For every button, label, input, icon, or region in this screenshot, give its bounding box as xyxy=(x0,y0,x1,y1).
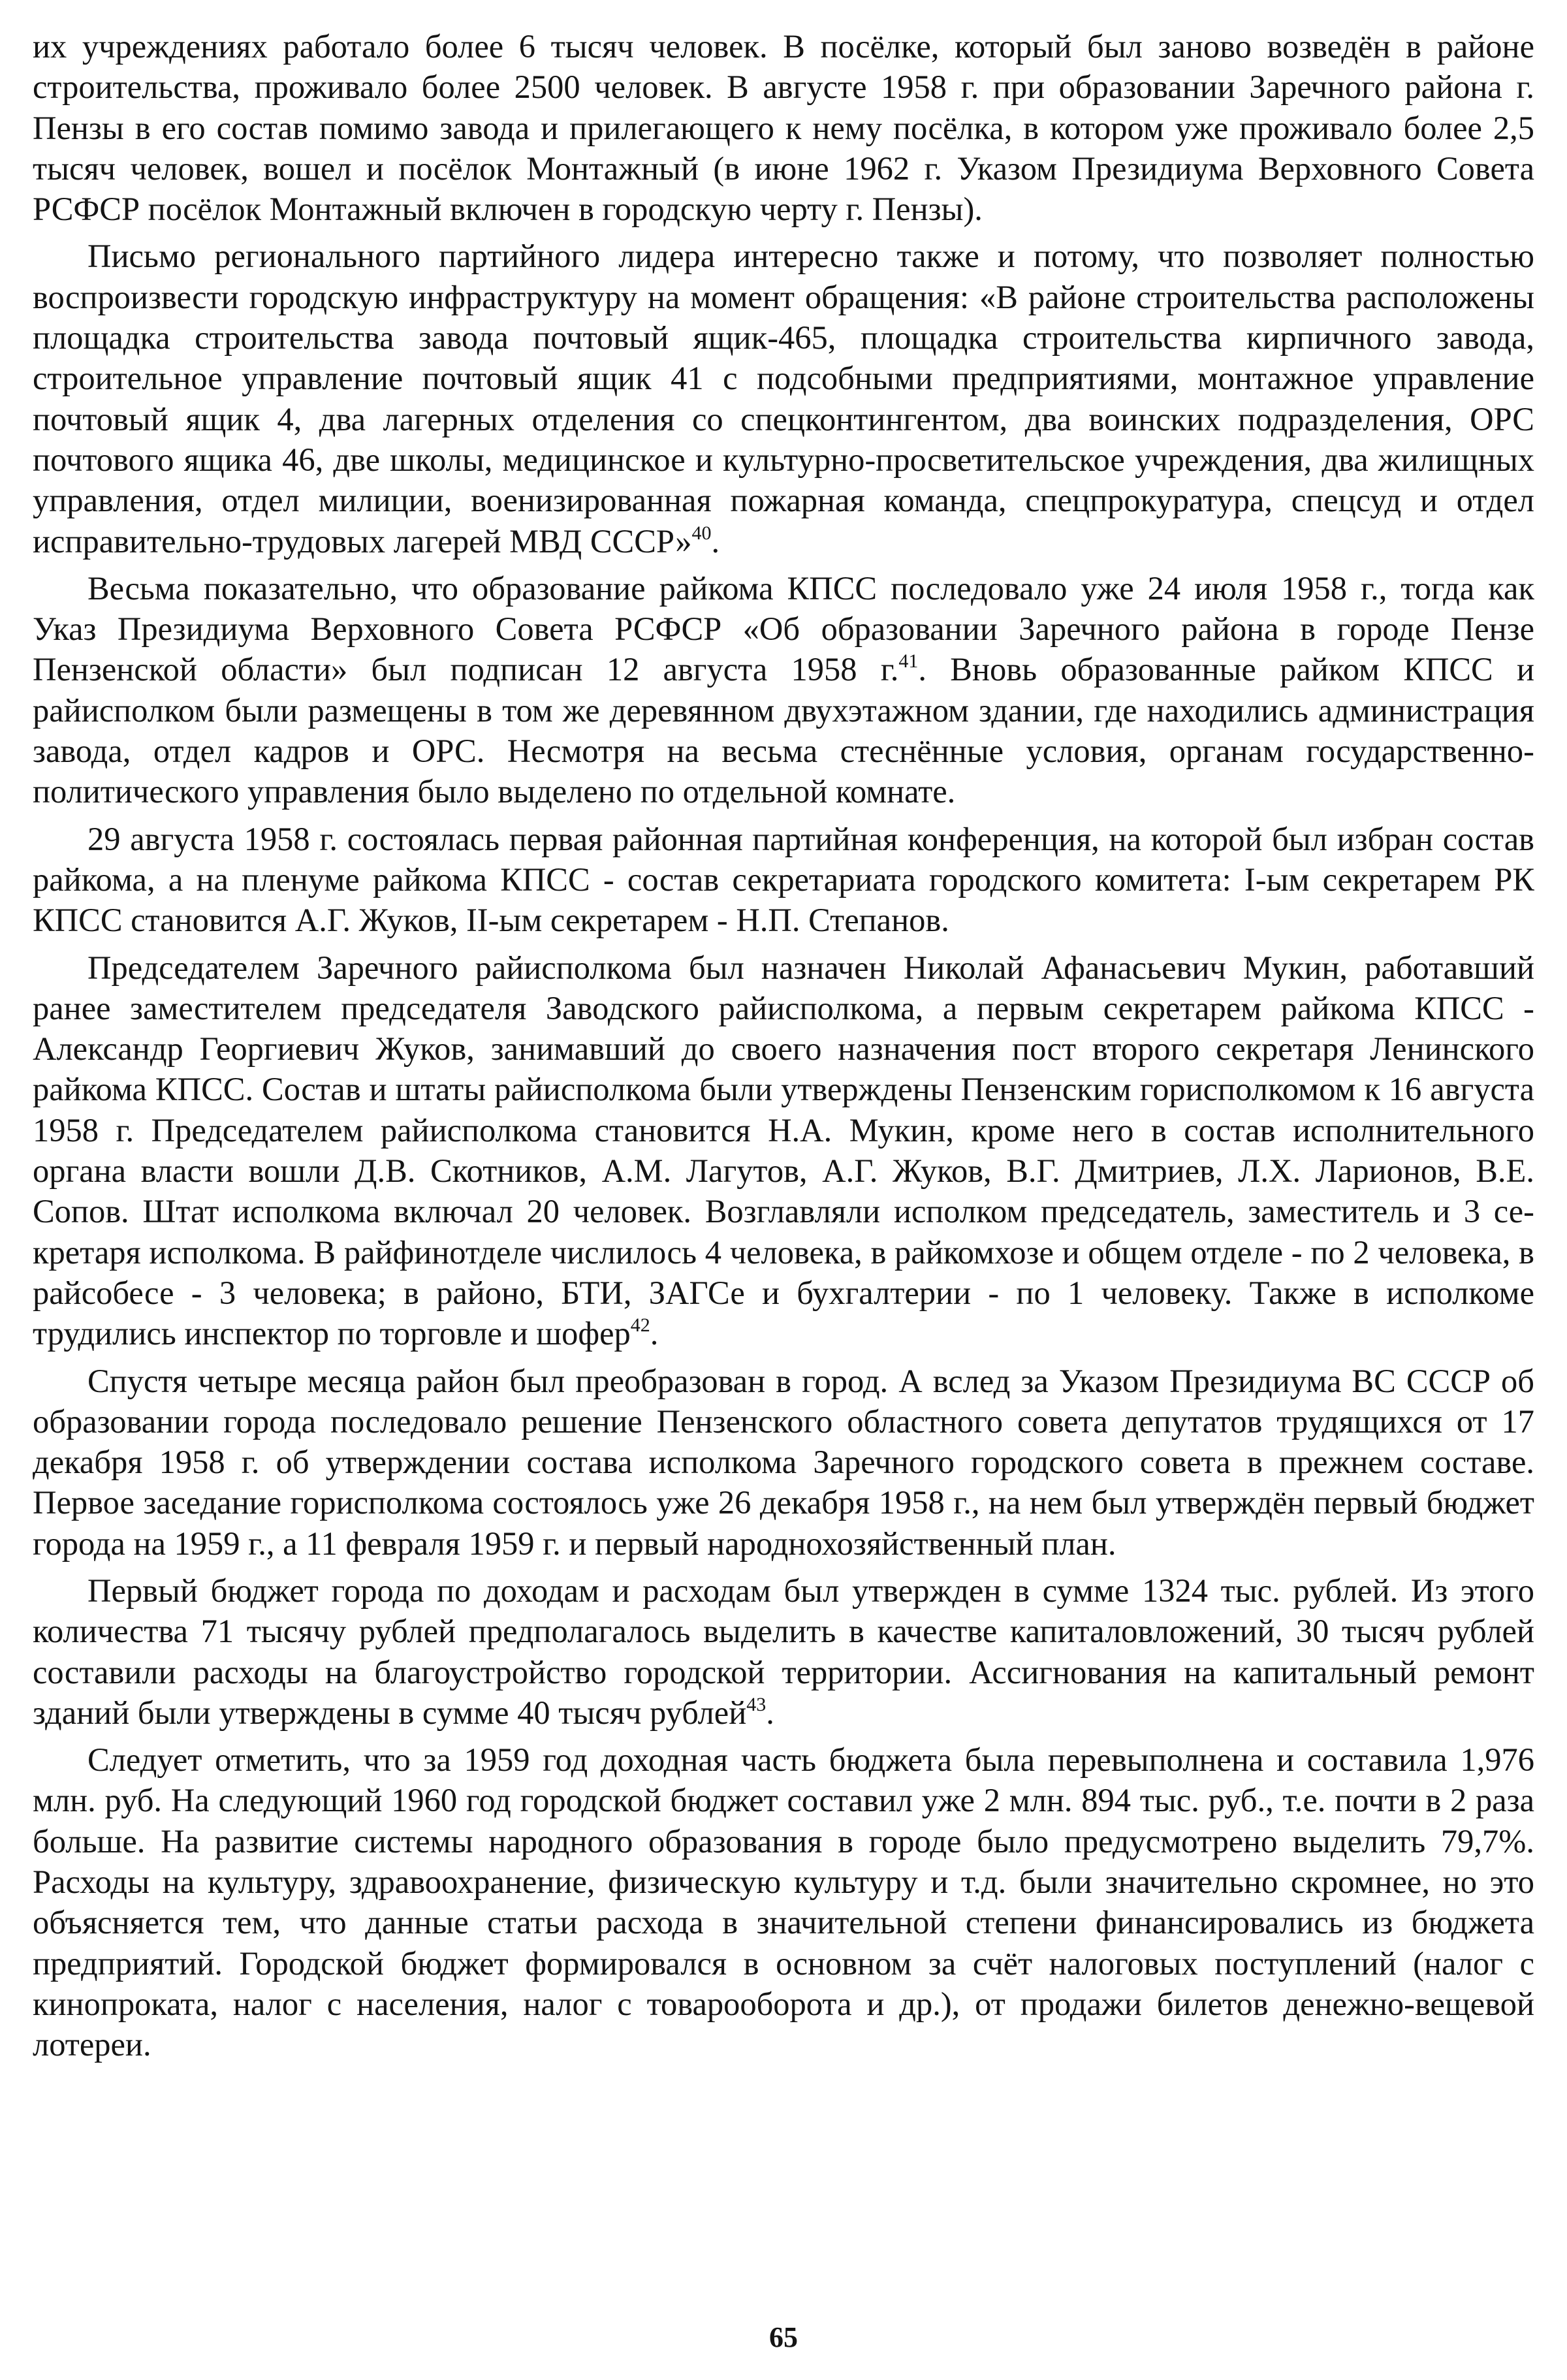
paragraph-text: Председателем Заречного райисполкома был назначен Николай Афанасьевич Мукин, работавший ранее заместителем председателя Заводского райисполкома, а первым секретарем райкома КПСС - Александр Георгиевич Жуков, занимавший до своего назначения пост второго секретаря Ленинского райкома КПСС. Состав и штаты райисполкома были утверждены Пензенским горисполкомом к 16 августа 1958 г. Председателем райисполкома становится Н.А. Мукин, кроме него в состав исполнительного органа власти вошли Д.В. Скотников, А.М. Лагутов, А.Г. Жуков, В.Г. Дмитриев, Л.Х. Ларионов, В.Е. Сопов. Штат исполкома включал 20 человек. Возглавляли исполком председатель, заместитель и 3 секретаря исполкома. В райфинотделе числилось 4 человека, в райкомхозе и общем отделе - по 2 человека, в райсобесе - 3 человека; в районо, БТИ, ЗАГСе и бухгалтерии - по 1 человеку. Также в исполкоме трудились инспектор по торговле и шофер xyxy=(33,949,1534,1352)
paragraph-text-after: . xyxy=(650,1315,659,1352)
paragraph-8 xyxy=(33,1739,1534,2065)
paragraph-2 xyxy=(33,236,1534,561)
paragraph-text: Следует отметить, что за 1959 год доходная часть бюджета была перевыполнена и составила 1,976 млн. руб. На следующий 1960 год городской бюджет составил уже 2 млн. 894 тыс. руб., т.е. почти в 2 раза больше. На развитие системы народного образования в городе было предусмотрено выделить 79,7%. Расходы на культуру, здравоохранение, физическую культуру и т.д. были значительно скромнее, но это объясняется тем, что данные статьи расхода в значительной степени финансировались из бюджета предприятий. Городской бюджет формировался в основном за счёт налоговых поступлений (налог с кинопроката, налог с населения, налог с товарооборота и др.), от продажи билетов денежно-вещевой лотереи. xyxy=(33,1741,1534,2063)
paragraph-text-after: . xyxy=(711,522,720,560)
paragraph-text-after: . xyxy=(766,1694,774,1731)
paragraph-text: их учреждениях работало более 6 тысяч человек. В посёлке, который был заново возведён в районе строительства, проживало более 2500 человек. В августе 1958 г. при образовании Заречного района г. Пензы в его состав помимо завода и прилегающего к нему посёлка, в котором уже проживало более 2,5 тысяч человек, вошел и посёлок Монтажный (в июне 1962 г. Указом Президиума Верховного Совета РСФСР посёлок Монтажный включен в городскую черту г. Пензы). xyxy=(33,28,1534,228)
footnote-ref-40[interactable]: 40 xyxy=(691,522,712,544)
page-number: 65 xyxy=(769,2321,798,2353)
paragraph-3 xyxy=(33,568,1534,812)
paragraph-7 xyxy=(33,1570,1534,1733)
footnote-ref-41[interactable]: 41 xyxy=(898,650,919,673)
paragraph-4 xyxy=(33,819,1534,941)
paragraph-text: Весьма показательно, что образование райкома КПСС последовало уже 24 июля 1958 г., тогда как Указ Президиума Верховного Совета РСФСР «Об образовании Заречного района в городе Пензе Пензенской области» был подписан 12 августа 1958 г. xyxy=(33,569,1534,688)
document-page xyxy=(33,26,1534,2285)
paragraph-text: Письмо регионального партийного лидера интересно также и потому, что позволяет полностью воспроизвести городскую инфраструктуру на момент обращения: «В районе строительства расположены площадка строительства завода почтовый ящик-465, площадка строительства кирпичного завода, строительное управление почтовый ящик 41 с подсобными предприятиями, монтажное управление почтовый ящик 4, два лагерных отделения со спецконтингентом, два воинских подразделения, ОРС почтового ящика 46, две школы, медицинское и культурно-просветительское учреждения, два жилищных управления, отдел милиции, военизированная пожарная команда, спецпрокуратура, спецсуд и отдел исправительно-трудовых лагерей МВД СССР» xyxy=(33,238,1534,560)
footnote-ref-42[interactable]: 42 xyxy=(630,1314,650,1337)
paragraph-text-after: . Вновь образованные райком КПСС и райисполком были размещены в том же деревянном двухэтажном здании, где находились администрация завода, отдел кадров и ОРС. Несмотря на весьма стеснённые условия, органам государственно-политического управления было выделено по отдельной комнате. xyxy=(33,651,1534,810)
paragraph-text: Спустя четыре месяца район был преобразован в город. А вслед за Указом Президиума ВС СССР об образовании города последовало решение Пензенского областного совета депутатов трудящихся от 17 декабря 1958 г. об утверждении состава исполкома Заречного городского совета в прежнем составе. Первое заседание горисполкома состоялось уже 26 декабря 1958 г., на нем был утверждён первый бюджет города на 1959 г., а 11 февраля 1959 г. и первый народнохозяйственный план. xyxy=(33,1362,1534,1562)
paragraph-text: 29 августа 1958 г. состоялась первая районная партийная конференция, на которой был избран состав райкома, а на пленуме райкома КПСС - состав секретариата городского комитета: I-ым секретарем РК КПСС становится А.Г. Жуков, II-ым секретарем - Н.П. Степанов. xyxy=(33,820,1534,939)
paragraph-6 xyxy=(33,1361,1534,1564)
paragraph-1 xyxy=(33,26,1534,229)
footnote-ref-43[interactable]: 43 xyxy=(746,1693,767,1715)
paragraph-5 xyxy=(33,947,1534,1354)
paragraph-text: Первый бюджет города по доходам и расходам был утвержден в сумме 1324 тыс. рублей. Из этого количества 71 тысячу рублей предполагалось выделить в качестве капиталовложений, 30 тысяч рублей составили расходы на благоустройство городской территории. Ассигнования на капитальный ремонт зданий были утверждены в сумме 40 тысяч рублей xyxy=(33,1572,1534,1731)
